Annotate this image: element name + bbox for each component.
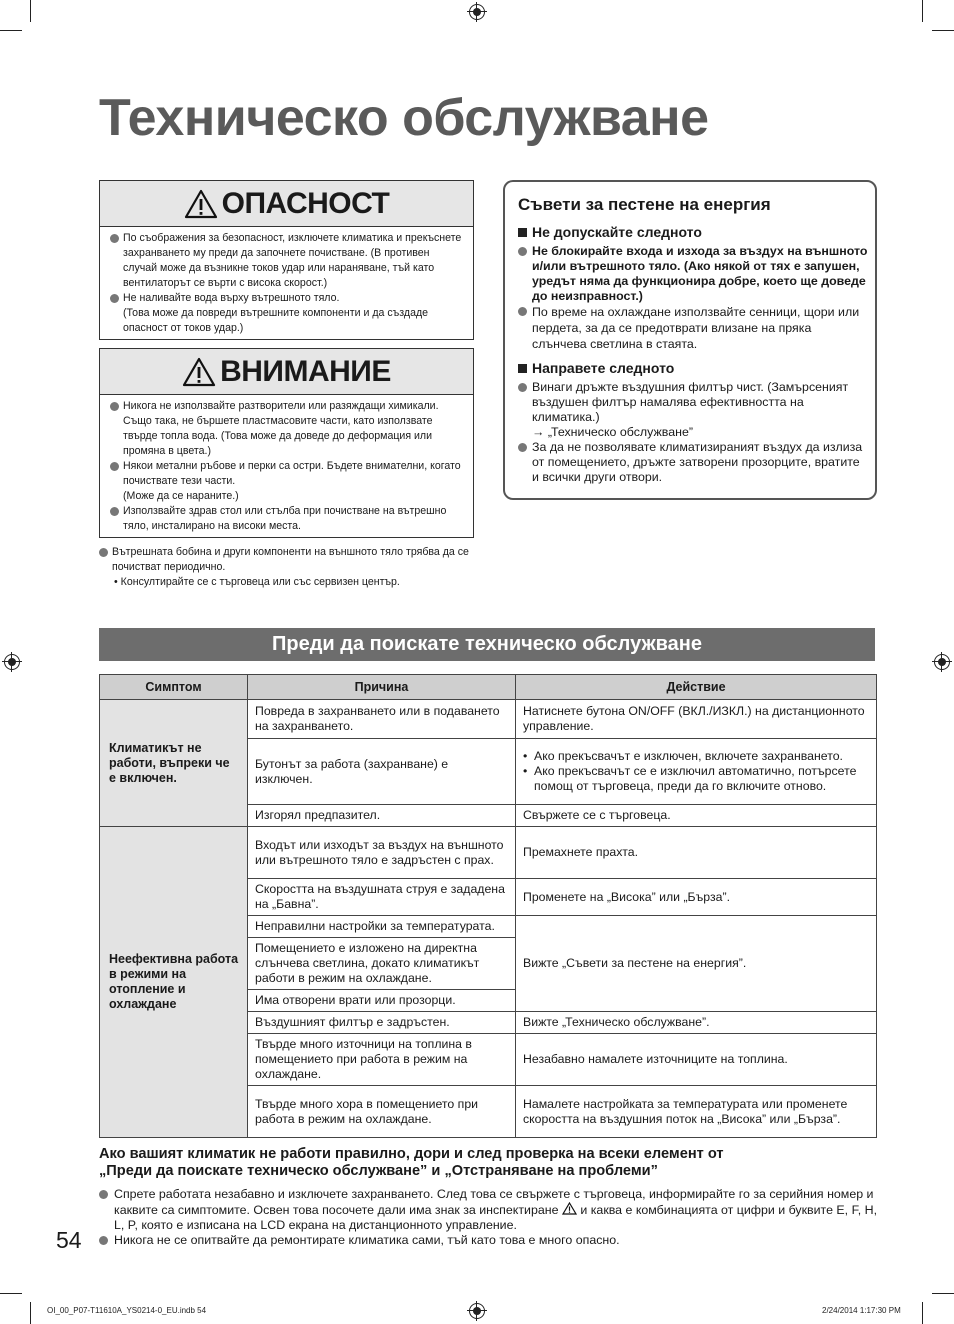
bullet-icon — [110, 462, 119, 471]
registration-mark-icon — [4, 654, 20, 670]
action-cell: Премахнете прахта. — [516, 827, 877, 879]
action-cell: Вижте „Техническо обслужване”. — [516, 1012, 877, 1034]
do-heading: Направете следното — [518, 360, 674, 376]
caution-header — [100, 349, 473, 395]
action-cell: Намалете настройката за температурата или променете скоростта на въздушния поток на „Висока” или „Бърза”. — [516, 1086, 877, 1138]
crop-mark — [932, 30, 954, 31]
cause-cell: Неправилни настройки за температурата. — [248, 916, 516, 938]
bullet-icon — [110, 294, 119, 303]
action-cell: Вижте „Съвети за пестене на енергия”. — [516, 916, 877, 1012]
crop-mark — [922, 0, 923, 22]
table-row — [100, 700, 877, 739]
registration-mark-icon — [469, 4, 485, 20]
bullet-icon — [518, 383, 527, 392]
caution-item: Някои метални ръбове и перки са остри. Бъдете внимателни, когато почиствате тези части. (Може да се нараните.) — [110, 459, 465, 504]
danger-item: По съображения за безопасност, изключете климатика и прекъснете захранването му преди да започнете почистване. (В противен случай може да възникне токов удар или нараняване, тъй като вентилаторът се върти с висока скорост.) — [110, 231, 465, 291]
caution-item: Никога не използвайте разтворители или разяждащи химикали. Също така, не бършете пластмасовите части, като използвате твърде топла вода. (Това може да доведе до деформация или промяна в цвета.) — [110, 399, 465, 459]
header-action: Действие — [516, 675, 877, 700]
cause-cell: Въздушният филтър е задръстен. — [248, 1012, 516, 1034]
page-title: Техническо обслужване — [99, 89, 709, 147]
inspection-warning-icon — [562, 1202, 577, 1215]
action-cell: Променете на „Висока” или „Бърза”. — [516, 879, 877, 916]
header-cause: Причина — [248, 675, 516, 700]
list-item: Никога не се опитвайте да ремонтирате климатика сами, тъй като това е много опасно. — [99, 1233, 889, 1248]
do-list — [518, 380, 868, 485]
malfunction-list — [99, 1187, 889, 1248]
footer-date: 2/24/2014 1:17:30 PM — [822, 1306, 901, 1315]
list-item: По време на охлаждане използвайте сенници, щори или пердета, за да се предотврати влизане на пряка слънчева светлина в стаята. — [518, 304, 868, 352]
symptom-cell: Климатикът не работи, въпреки че е включен. — [100, 700, 248, 827]
cause-cell: Повреда в захранването или в подаването на захранването. — [248, 700, 516, 739]
bullet-icon — [518, 247, 527, 256]
malfunction-heading: Ако вашият климатик не работи правилно, дори и след проверка на всеки елемент от „Преди да поискате техническо обслужване” и „Отстраняване на проблеми” — [99, 1146, 724, 1179]
bullet-icon — [99, 1190, 108, 1199]
header-symptom: Симптом — [100, 675, 248, 700]
list-item: Не блокирайте входа и изхода за въздух на външното и/или вътрешното тяло. (Ако някой от тях е запушен, уредът няма да функционира добре, което ще доведе до неизправност.) — [518, 244, 868, 304]
cause-cell: Изгорял предпазител. — [248, 805, 516, 827]
caution-box — [99, 348, 474, 538]
caution-item: Използвайте здрав стол или стълба при почистване на вътрешно тяло, инсталирано на високи места. — [110, 504, 465, 534]
page-number: 54 — [56, 1227, 82, 1253]
crop-mark — [30, 1302, 31, 1324]
cause-cell: Твърде много хора в помещението при работа в режим на охлаждане. — [248, 1086, 516, 1138]
action-cell: Натиснете бутона ON/OFF (ВКЛ./ИЗКЛ.) на дистанционното управление. — [516, 700, 877, 739]
registration-mark-icon — [934, 654, 950, 670]
registration-mark-icon — [469, 1303, 485, 1319]
troubleshooting-table — [99, 674, 877, 1138]
cause-cell: Помещението е изложено на директна слънчева светлина, докато климатикът работи в режим на охлаждане. — [248, 938, 516, 990]
danger-header — [100, 181, 473, 227]
cause-cell: Има отворени врати или прозорци. — [248, 990, 516, 1012]
table-row — [100, 827, 877, 879]
action-cell: Свържете се с търговеца. — [516, 805, 877, 827]
dont-list — [518, 244, 868, 352]
bullet-icon — [99, 1236, 108, 1245]
bullet-icon — [110, 234, 119, 243]
danger-heading: ОПАСНОСТ — [221, 186, 390, 220]
table-header-row — [100, 675, 877, 700]
list-item: Винаги дръжте въздушния филтър чист. (Замърсеният въздушен филтър намалява ефективността на климатика.) → „Техническо обслужване” — [518, 380, 868, 440]
square-bullet-icon — [518, 228, 527, 237]
bullet-icon — [110, 507, 119, 516]
dont-heading: Не допускайте следното — [518, 224, 702, 240]
bullet-icon — [110, 402, 119, 411]
cause-cell: Скоростта на въздушната струя е зададена на „Бавна”. — [248, 879, 516, 916]
danger-item: Не наливайте вода върху вътрешното тяло. (Това може да повреди вътрешните компоненти и да създаде опасност от токов удар.) — [110, 291, 465, 336]
bullet-icon — [99, 548, 108, 557]
cause-cell: Входът или изходът за въздух на външното или вътрешното тяло е задръстен с прах. — [248, 827, 516, 879]
action-cell: • Ако прекъсвачът е изключен, включете захранването. • Ако прекъсвачът се е изключил автоматично, потърсете помощ от търговеца, преди да го включите отново. — [516, 739, 877, 805]
crop-mark — [932, 1293, 954, 1294]
energy-tips-title: Съвети за пестене на енергия — [518, 195, 771, 214]
cause-cell: Бутонът за работа (захранване) е изключен. — [248, 739, 516, 805]
action-cell: Незабавно намалете източниците на топлина. — [516, 1034, 877, 1086]
warning-triangle-icon — [182, 357, 216, 387]
crop-mark — [0, 1293, 22, 1294]
list-item: Спрете работата незабавно и изключете захранването. След това се свържете с търговеца, информирайте го за серийния номер и каквите са симптомите. Освен това посочете дали има знак за инспектиране и каква е комбинацията от цифри и буквите E, F, H, L, P, която е изписана на LCD екрана на дистанционното управление. — [99, 1187, 889, 1233]
danger-box — [99, 180, 474, 340]
square-bullet-icon — [518, 364, 527, 373]
maintenance-note: Вътрешната бобина и други компоненти на външното тяло трябва да се почистват периодично. • Консултирайте се с търговеца или със сервизен център. — [99, 545, 479, 590]
energy-tips-box — [503, 180, 877, 500]
crop-mark — [0, 30, 22, 31]
footer-file: OI_00_P07-T11610A_YS0214-0_EU.indb 54 — [47, 1306, 207, 1315]
warning-triangle-icon — [184, 189, 218, 219]
crop-mark — [30, 0, 31, 22]
symptom-cell: Неефективна работа в режими на отопление и охлаждане — [100, 827, 248, 1138]
bullet-icon — [518, 443, 527, 452]
list-item: За да не позволявате климатизираният въздух да излиза от помещението, дръжте затворени прозорците, вратите и всички други отвори. — [518, 440, 868, 485]
caution-heading: ВНИМАНИЕ — [220, 354, 391, 388]
cause-cell: Твърде много източници на топлина в помещението при работа в режим на охлаждане. — [248, 1034, 516, 1086]
bullet-icon — [518, 307, 527, 316]
section-title: Преди да поискате техническо обслужване — [99, 628, 875, 661]
crop-mark — [922, 1302, 923, 1324]
